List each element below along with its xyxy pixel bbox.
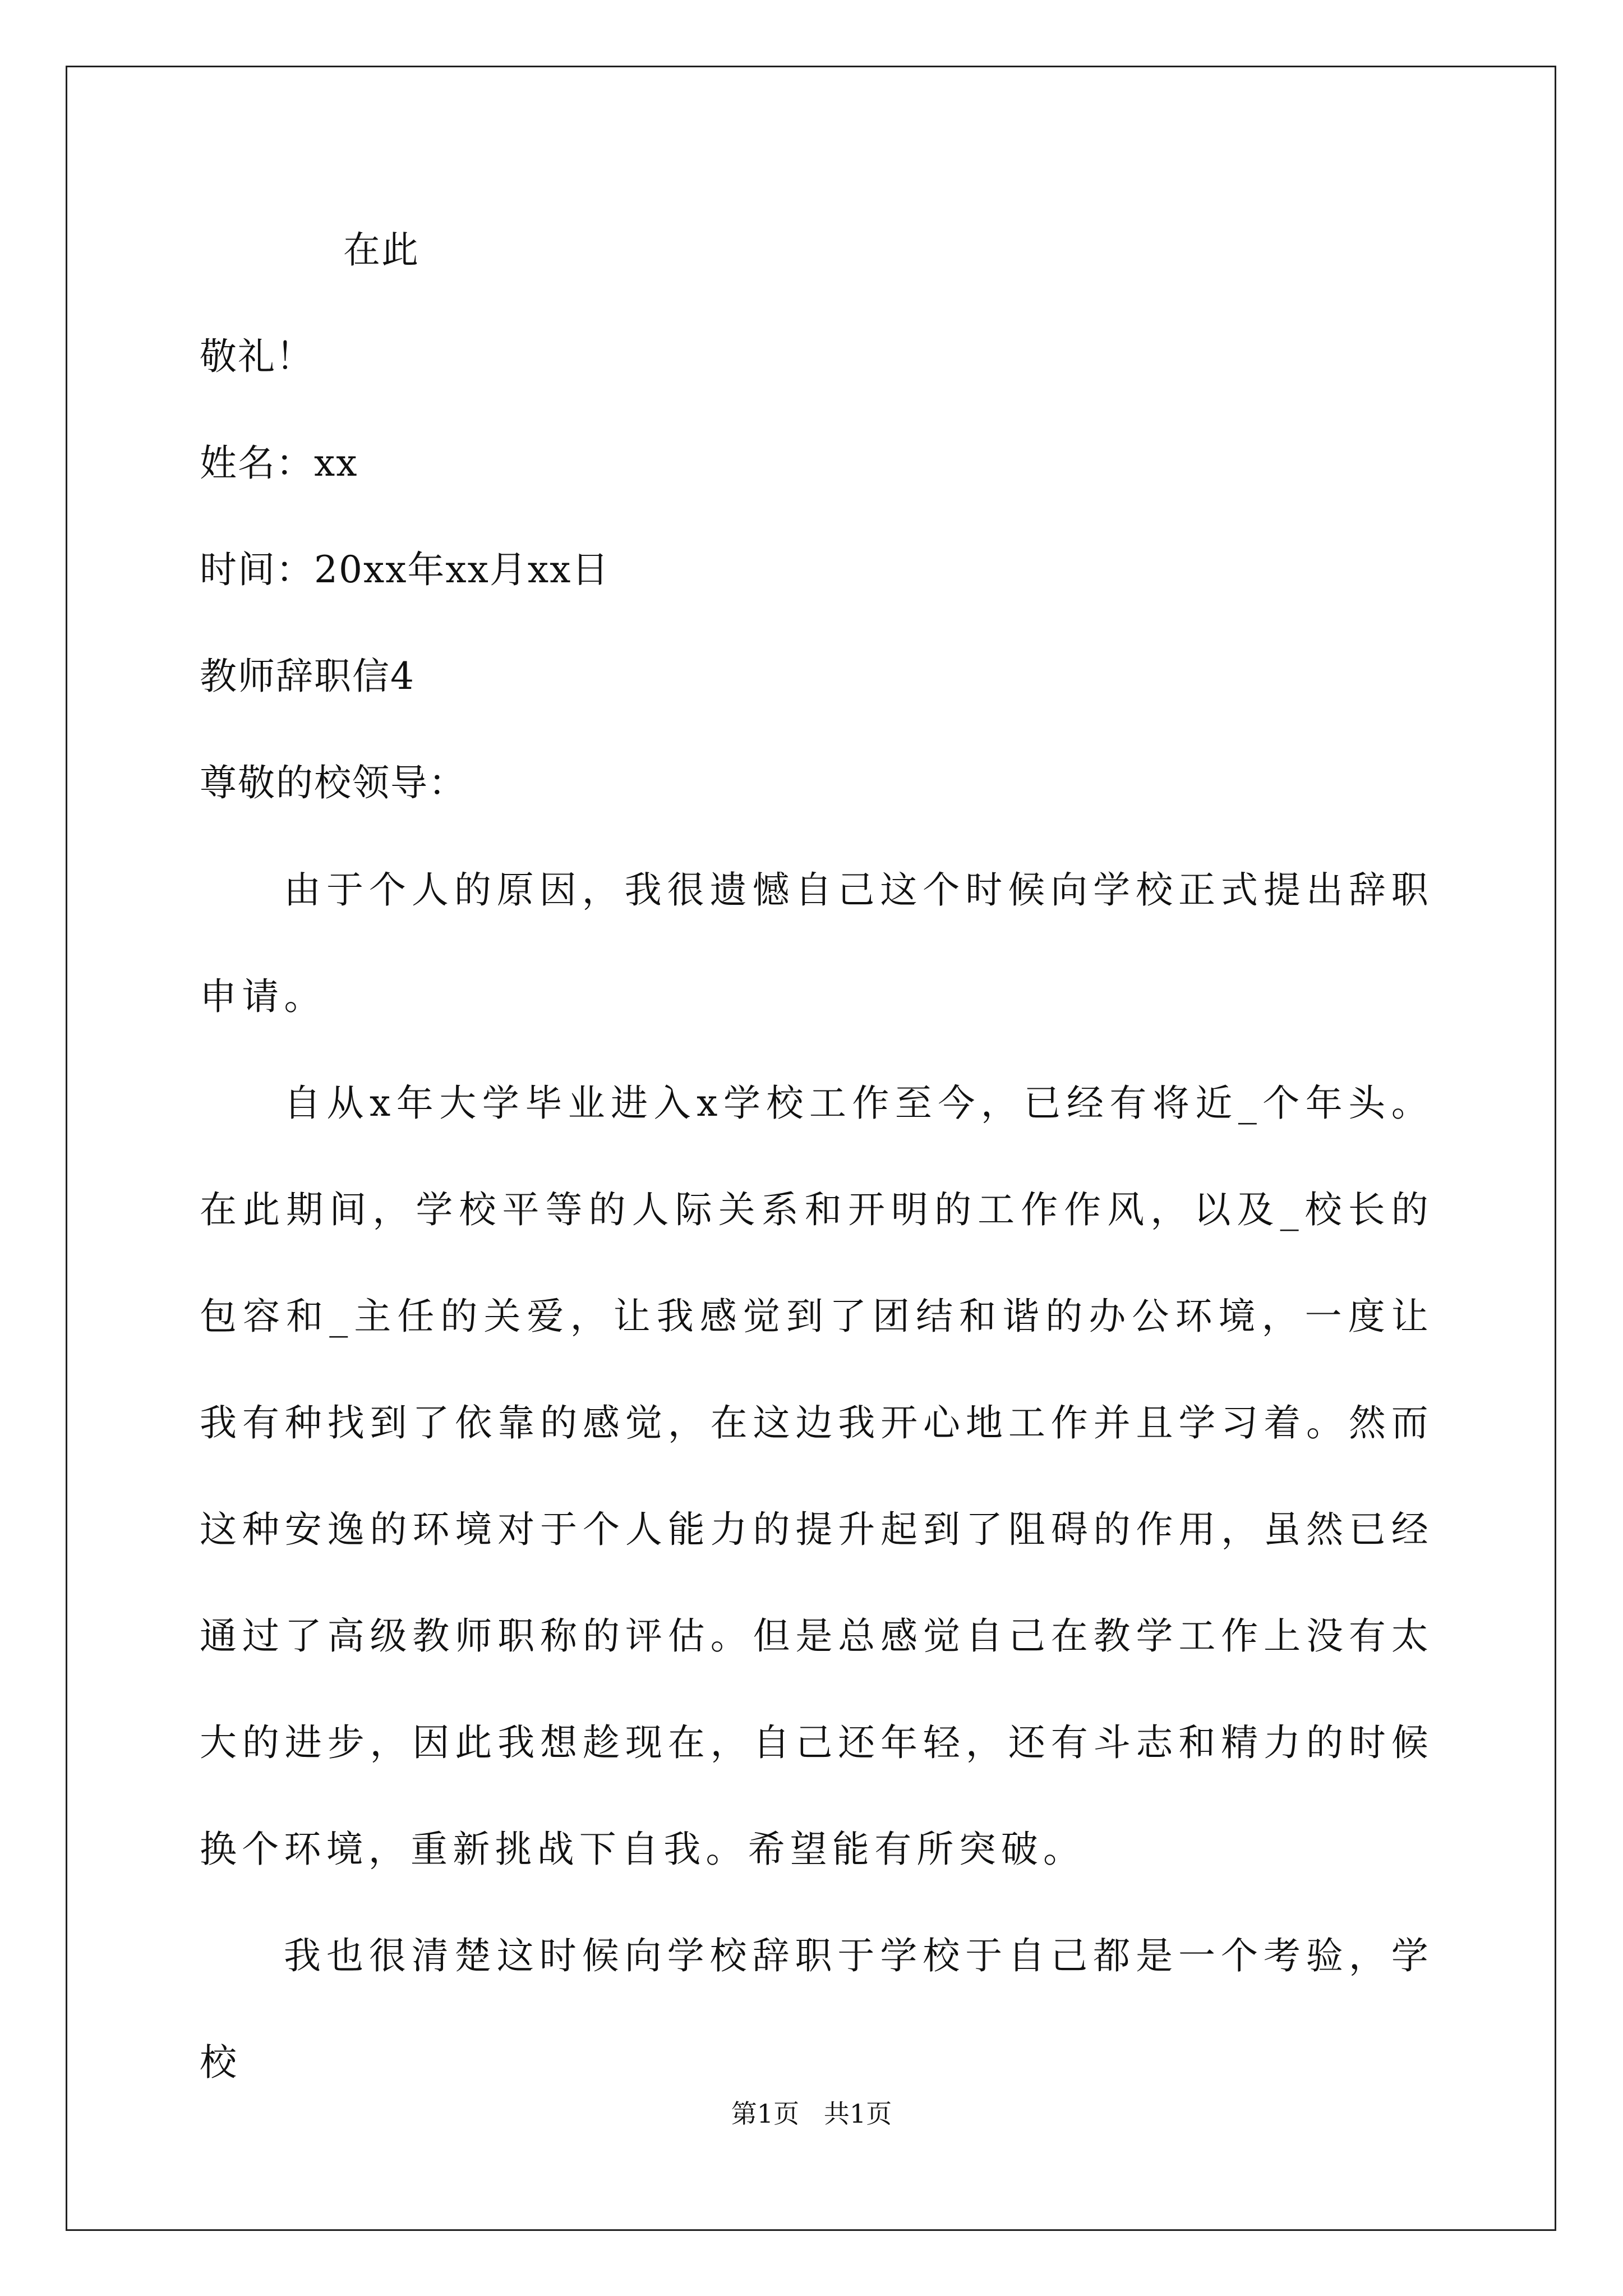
closing-line-2: 敬礼！ <box>200 335 314 378</box>
letter-salutation: 尊敬的校领导： <box>200 761 467 804</box>
paragraph-2: 自从x年大学毕业进入x学校工作至今，已经有将近_个年头。在此期间，学校平等的人际关系和开明的工作作风，以及_校长的包容和_主任的关爱，让我感觉到了团结和谐的办公环境，一度让我有种找到了依靠的感觉，在这边我开心地工作并且学习着。然而这种安逸的环境对于个人能力的提升起到了阻碍的作用，虽然已经通过了高级教师职称的评估。但是总感觉自己在教学工作上没有太大的进步，因此我想趁现在，自己还年轻，还有斗志和精力的时候换个环境，重新挑战下自我。希望能有所突破。 <box>200 1082 1433 1871</box>
signature-date: 时间：20xx年xx月xx日 <box>200 548 610 591</box>
page-footer: 第1页 共1页 <box>731 2099 892 2129</box>
letter-title: 教师辞职信4 <box>200 655 415 698</box>
paragraph-3: 我也很清楚这时候向学校辞职于学校于自己都是一个考验，学校 <box>200 1934 1433 2084</box>
paragraph-1: 由于个人的原因，我很遗憾自己这个时候向学校正式提出辞职申请。 <box>200 868 1433 1018</box>
closing-line-1: 在此 <box>343 228 419 272</box>
signature-name: 姓名：xx <box>200 441 358 485</box>
